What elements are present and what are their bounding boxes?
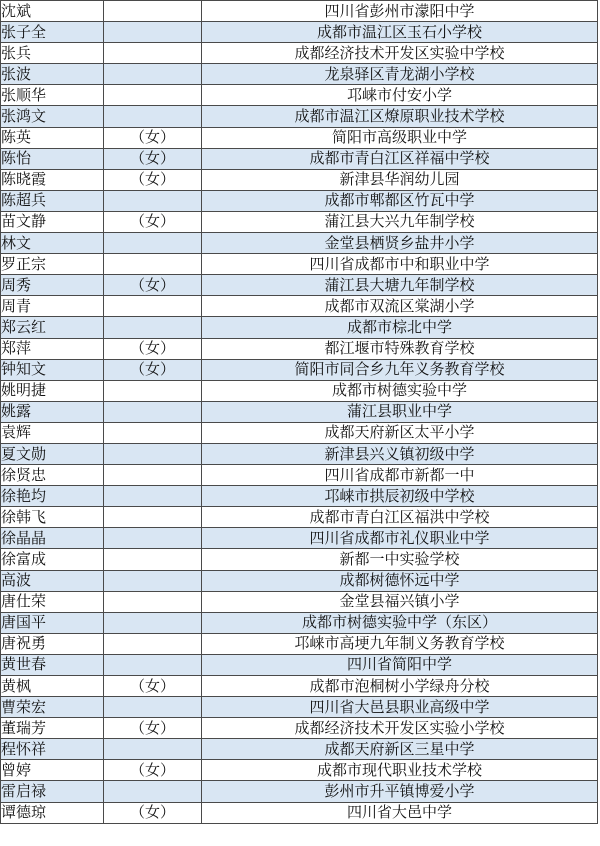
gender-cell [104, 401, 202, 422]
table-row [1, 190, 598, 211]
school-cell: 成都市树德实验中学 [202, 380, 598, 401]
school-cell: 成都市泡桐树小学绿舟分校 [202, 676, 598, 697]
name-cell: 苗文静 [1, 211, 104, 232]
name-cell: 唐国平 [1, 612, 104, 633]
school-cell: 蒲江县大塘九年制学校 [202, 275, 598, 296]
gender-cell [104, 43, 202, 64]
table-row [1, 654, 598, 675]
gender-cell [104, 781, 202, 802]
school-cell: 四川省成都市中和职业中学 [202, 254, 598, 275]
gender-cell: （女） [104, 169, 202, 190]
gender-cell [104, 296, 202, 317]
name-cell: 张波 [1, 64, 104, 85]
school-cell: 金堂县福兴镇小学 [202, 591, 598, 612]
school-cell: 成都市青白江区福洪中学校 [202, 507, 598, 528]
gender-cell [104, 22, 202, 43]
name-cell: 唐仕荣 [1, 591, 104, 612]
table-row [1, 22, 598, 43]
name-cell: 陈英 [1, 127, 104, 148]
gender-cell [104, 233, 202, 254]
name-cell: 张鸿文 [1, 106, 104, 127]
name-cell: 姚明捷 [1, 380, 104, 401]
table-row [1, 507, 598, 528]
school-cell: 成都市温江区玉石小学校 [202, 22, 598, 43]
table-row [1, 296, 598, 317]
gender-cell [104, 570, 202, 591]
school-cell: 成都市树德实验中学（东区） [202, 612, 598, 633]
gender-cell [104, 190, 202, 211]
table-row [1, 528, 598, 549]
table-row [1, 549, 598, 570]
table-row [1, 317, 598, 338]
name-cell: 沈斌 [1, 1, 104, 22]
name-cell: 曾婷 [1, 760, 104, 781]
school-cell: 四川省大邑中学 [202, 802, 598, 823]
table-row [1, 591, 598, 612]
gender-cell [104, 507, 202, 528]
table-row [1, 275, 598, 296]
gender-cell: （女） [104, 760, 202, 781]
table-row [1, 359, 598, 380]
name-cell: 林文 [1, 233, 104, 254]
gender-cell [104, 612, 202, 633]
name-cell: 黄世春 [1, 654, 104, 675]
table-row [1, 570, 598, 591]
table-row [1, 43, 598, 64]
gender-cell: （女） [104, 211, 202, 232]
gender-cell [104, 549, 202, 570]
name-cell: 夏文勋 [1, 443, 104, 464]
gender-cell: （女） [104, 127, 202, 148]
name-cell: 周青 [1, 296, 104, 317]
school-cell: 邛崃市拱辰初级中学校 [202, 486, 598, 507]
school-cell: 成都经济技术开发区实验小学校 [202, 718, 598, 739]
table-row [1, 781, 598, 802]
name-cell: 姚露 [1, 401, 104, 422]
table-row [1, 148, 598, 169]
gender-cell [104, 465, 202, 486]
table-row [1, 254, 598, 275]
gender-cell [104, 1, 202, 22]
gender-cell: （女） [104, 802, 202, 823]
name-cell: 董瑞芳 [1, 718, 104, 739]
gender-cell [104, 443, 202, 464]
table-row [1, 676, 598, 697]
table-row [1, 802, 598, 823]
gender-cell [104, 591, 202, 612]
table-row [1, 127, 598, 148]
table-row [1, 633, 598, 654]
gender-cell: （女） [104, 676, 202, 697]
gender-cell [104, 254, 202, 275]
school-cell: 简阳市同合乡九年义务教育学校 [202, 359, 598, 380]
name-cell: 唐祝勇 [1, 633, 104, 654]
table-row [1, 85, 598, 106]
gender-cell: （女） [104, 359, 202, 380]
school-cell: 新津县华润幼儿园 [202, 169, 598, 190]
gender-cell [104, 380, 202, 401]
school-cell: 四川省彭州市濛阳中学 [202, 1, 598, 22]
table-row [1, 338, 598, 359]
name-cell: 徐韩飞 [1, 507, 104, 528]
gender-cell [104, 633, 202, 654]
gender-cell [104, 422, 202, 443]
school-cell: 新都一中实验学校 [202, 549, 598, 570]
school-cell: 邛崃市高埂九年制义务教育学校 [202, 633, 598, 654]
name-cell: 谭德琼 [1, 802, 104, 823]
gender-cell [104, 317, 202, 338]
gender-cell [104, 106, 202, 127]
school-cell: 成都市郫都区竹瓦中学 [202, 190, 598, 211]
school-cell: 都江堰市特殊教育学校 [202, 338, 598, 359]
school-cell: 蒲江县职业中学 [202, 401, 598, 422]
table-row [1, 443, 598, 464]
name-cell: 黄枫 [1, 676, 104, 697]
table-row [1, 64, 598, 85]
school-cell: 彭州市升平镇博爱小学 [202, 781, 598, 802]
table-row [1, 760, 598, 781]
gender-cell: （女） [104, 148, 202, 169]
school-cell: 新津县兴义镇初级中学 [202, 443, 598, 464]
gender-cell [104, 654, 202, 675]
name-cell: 张顺华 [1, 85, 104, 106]
name-cell: 高波 [1, 570, 104, 591]
gender-cell [104, 697, 202, 718]
school-cell: 成都天府新区三星中学 [202, 739, 598, 760]
name-cell: 张子全 [1, 22, 104, 43]
gender-cell [104, 486, 202, 507]
table-row [1, 465, 598, 486]
name-cell: 张兵 [1, 43, 104, 64]
name-cell: 袁辉 [1, 422, 104, 443]
gender-cell: （女） [104, 275, 202, 296]
school-cell: 四川省大邑县职业高级中学 [202, 697, 598, 718]
school-cell: 简阳市高级职业中学 [202, 127, 598, 148]
gender-cell [104, 528, 202, 549]
table-row [1, 211, 598, 232]
school-cell: 成都天府新区太平小学 [202, 422, 598, 443]
school-cell: 成都树德怀远中学 [202, 570, 598, 591]
table-row [1, 380, 598, 401]
name-cell: 郑萍 [1, 338, 104, 359]
gender-cell [104, 64, 202, 85]
school-cell: 成都市青白江区祥福中学校 [202, 148, 598, 169]
name-cell: 徐贤忠 [1, 465, 104, 486]
table-row [1, 486, 598, 507]
school-cell: 金堂县栖贤乡盐井小学 [202, 233, 598, 254]
table-row [1, 169, 598, 190]
school-cell: 成都市现代职业技术学校 [202, 760, 598, 781]
school-cell: 四川省成都市礼仪职业中学 [202, 528, 598, 549]
name-cell: 曹荣宏 [1, 697, 104, 718]
name-cell: 陈晓霞 [1, 169, 104, 190]
table-row [1, 233, 598, 254]
name-cell: 陈怡 [1, 148, 104, 169]
school-cell: 四川省简阳中学 [202, 654, 598, 675]
school-cell: 蒲江县大兴九年制学校 [202, 211, 598, 232]
name-cell: 徐艳均 [1, 486, 104, 507]
school-cell: 成都市温江区燎原职业技术学校 [202, 106, 598, 127]
table-row [1, 612, 598, 633]
name-cell: 程怀祥 [1, 739, 104, 760]
table-row [1, 106, 598, 127]
table-row [1, 422, 598, 443]
school-cell: 成都经济技术开发区实验中学校 [202, 43, 598, 64]
school-cell: 邛崃市付安小学 [202, 85, 598, 106]
table-row [1, 718, 598, 739]
table-row [1, 697, 598, 718]
school-cell: 成都市棕北中学 [202, 317, 598, 338]
name-cell: 罗正宗 [1, 254, 104, 275]
school-cell: 龙泉驿区青龙湖小学校 [202, 64, 598, 85]
name-cell: 周秀 [1, 275, 104, 296]
gender-cell [104, 85, 202, 106]
gender-cell: （女） [104, 338, 202, 359]
name-cell: 徐富成 [1, 549, 104, 570]
roster-body [1, 1, 598, 824]
table-row [1, 401, 598, 422]
gender-cell: （女） [104, 718, 202, 739]
name-cell: 雷启禄 [1, 781, 104, 802]
school-cell: 成都市双流区棠湖小学 [202, 296, 598, 317]
name-cell: 徐晶晶 [1, 528, 104, 549]
gender-cell [104, 739, 202, 760]
name-cell: 钟知文 [1, 359, 104, 380]
name-cell: 郑云红 [1, 317, 104, 338]
name-cell: 陈超兵 [1, 190, 104, 211]
school-cell: 四川省成都市新都一中 [202, 465, 598, 486]
table-row [1, 739, 598, 760]
table-row [1, 1, 598, 22]
